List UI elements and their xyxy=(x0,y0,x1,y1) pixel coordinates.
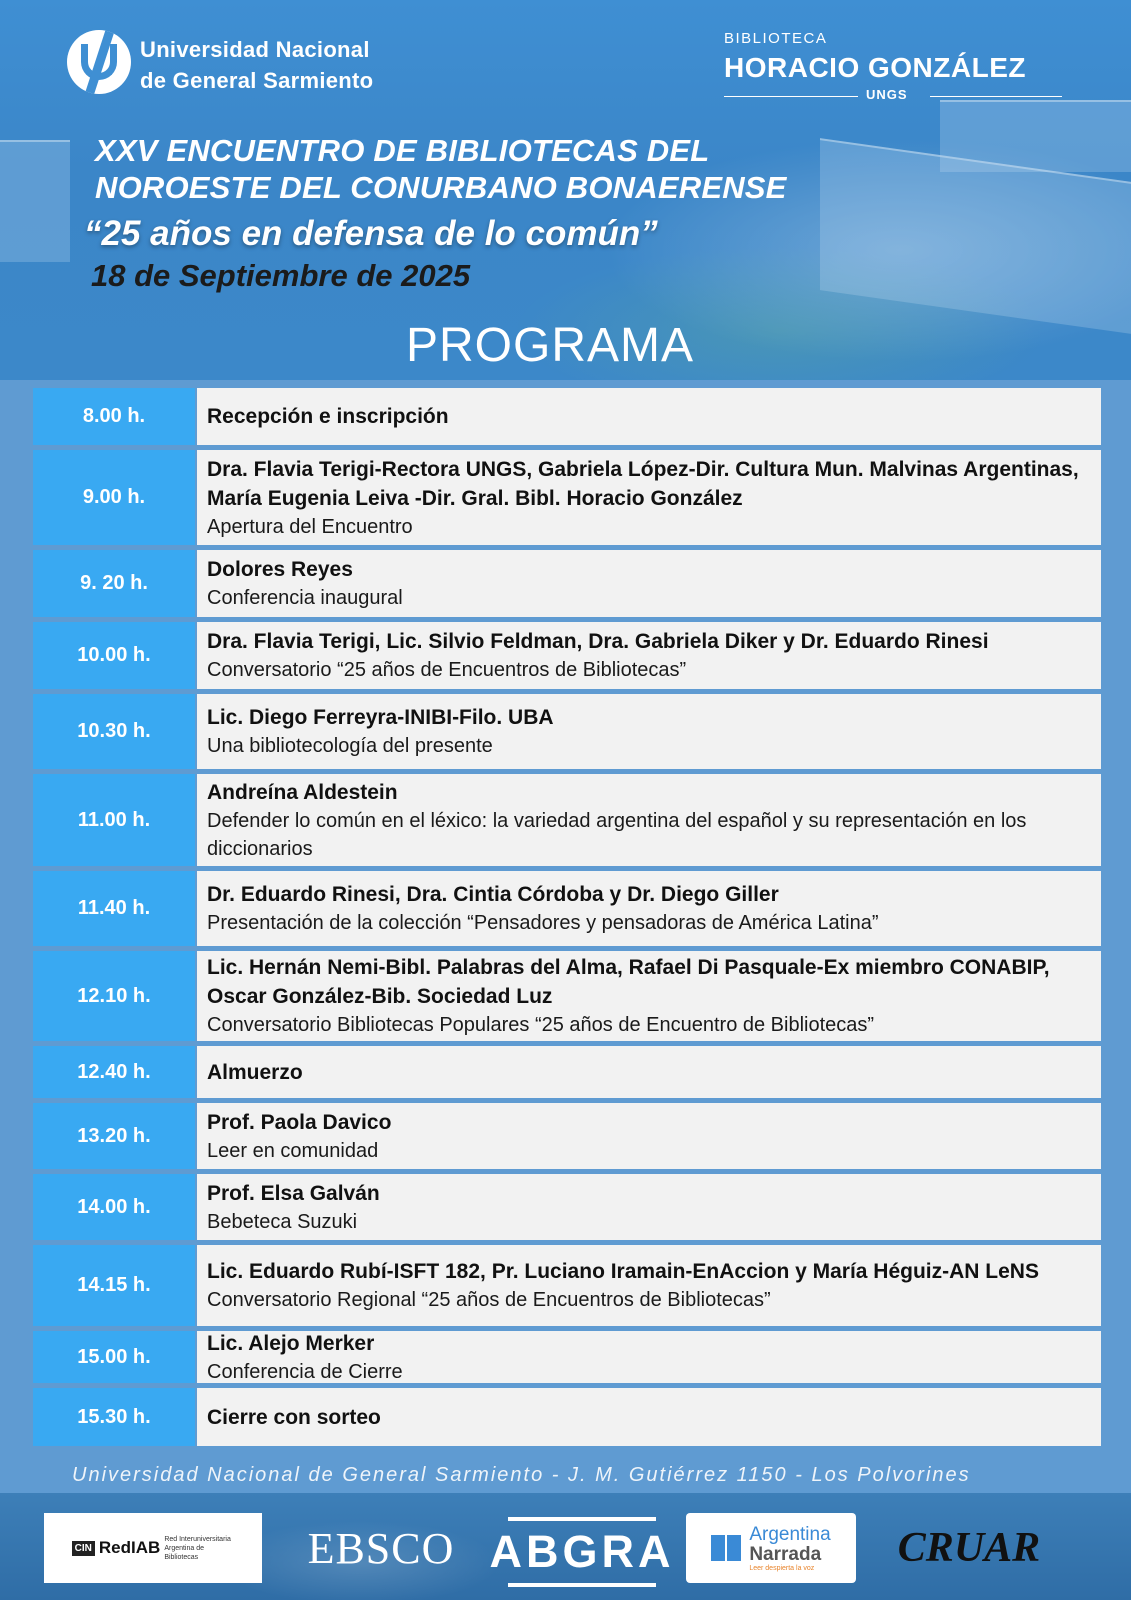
schedule-speaker: Prof. Elsa Galván xyxy=(207,1181,380,1205)
schedule-time: 15.30 h. xyxy=(33,1388,195,1446)
rediab-sub: Red Interuniversitaria Argentina de Bibliotecas xyxy=(164,1535,231,1561)
schedule-time: 14.00 h. xyxy=(33,1174,195,1240)
schedule-activity: Bebeteca Suzuki xyxy=(207,1210,358,1233)
schedule-description xyxy=(197,1174,1101,1240)
schedule-row xyxy=(33,550,1101,622)
schedule-activity: Conferencia inaugural xyxy=(207,587,403,609)
schedule-description xyxy=(197,694,1101,769)
schedule-activity: Conversatorio “25 años de Encuentros de Bibliotecas” xyxy=(207,659,687,681)
schedule-row xyxy=(33,622,1101,694)
schedule-row xyxy=(33,1331,1101,1388)
schedule-row xyxy=(33,1046,1101,1103)
schedule-speaker: Almuerzo xyxy=(207,1060,303,1084)
schedule-description xyxy=(197,450,1101,545)
schedule-time: 12.10 h. xyxy=(33,951,195,1041)
schedule-row xyxy=(33,1103,1101,1174)
ebsco-logo: EBSCO xyxy=(307,1523,455,1573)
schedule-time: 10.00 h. xyxy=(33,622,195,689)
schedule-description xyxy=(197,774,1101,866)
schedule-row xyxy=(33,388,1101,450)
schedule-row xyxy=(33,871,1101,951)
schedule-speaker: Lic. Alejo Merker xyxy=(207,1331,375,1355)
schedule-time: 11.00 h. xyxy=(33,774,195,866)
campus-building xyxy=(940,100,1131,172)
schedule-time: 15.00 h. xyxy=(33,1331,195,1383)
schedule-time: 12.40 h. xyxy=(33,1046,195,1098)
schedule-time: 8.00 h. xyxy=(33,388,195,445)
schedule-activity: Presentación de la colección “Pensadores y pensadoras de América Latina” xyxy=(207,912,879,934)
schedule-description xyxy=(197,1103,1101,1169)
schedule-speaker: Prof. Paola Davico xyxy=(207,1110,392,1134)
schedule-time: 14.15 h. xyxy=(33,1245,195,1326)
book-icon xyxy=(711,1535,741,1561)
schedule-row xyxy=(33,1245,1101,1331)
library-label: BIBLIOTECA xyxy=(724,30,828,47)
event-subtitle: “25 años en defensa de lo común” xyxy=(84,214,658,253)
event-date: 18 de Septiembre de 2025 xyxy=(91,258,471,293)
schedule-description xyxy=(197,1388,1101,1446)
schedule-time: 9. 20 h. xyxy=(33,550,195,617)
schedule-description xyxy=(197,951,1101,1041)
schedule-speaker: Dr. Eduardo Rinesi, Dra. Cintia Córdoba y Dr. Diego Giller xyxy=(207,883,779,906)
campus-building xyxy=(0,140,70,262)
schedule-activity: Conferencia de Cierre xyxy=(207,1360,403,1383)
schedule-row xyxy=(33,694,1101,774)
argnarr-line1: Argentina xyxy=(749,1523,831,1545)
schedule-speaker: Lic. Diego Ferreyra-INIBI-Filo. UBA xyxy=(207,706,554,729)
schedule-activity: Leer en comunidad xyxy=(207,1139,379,1162)
schedule-activity: Conversatorio Regional “25 años de Encuentros de Bibliotecas” xyxy=(207,1289,771,1311)
schedule-speaker: Recepción e inscripción xyxy=(207,405,449,428)
event-title-line1: XXV ENCUENTRO DE BIBLIOTECAS DEL xyxy=(95,133,710,168)
schedule-row xyxy=(33,1174,1101,1245)
schedule-description xyxy=(197,1245,1101,1326)
schedule-time: 11.40 h. xyxy=(33,871,195,946)
abgra-logo: ABGRA xyxy=(508,1517,656,1587)
library-name: HORACIO GONZÁLEZ xyxy=(724,52,1026,83)
schedule-time: 9.00 h. xyxy=(33,450,195,545)
venue-address: Universidad Nacional de General Sarmiento - J. M. Gutiérrez 1150 - Los Polvorines xyxy=(72,1464,971,1486)
schedule-row xyxy=(33,951,1101,1046)
schedule-row xyxy=(33,1388,1101,1446)
schedule-activity: Una bibliotecología del presente xyxy=(207,735,493,757)
schedule-activity: Defender lo común en el léxico: la variedad argentina del español y su representación en los diccionarios xyxy=(207,809,1027,860)
event-title-line2: NOROESTE DEL CONURBANO BONAERENSE xyxy=(95,170,787,205)
schedule-speaker: Dolores Reyes xyxy=(207,558,353,581)
schedule-row xyxy=(33,450,1101,550)
rediab-name: RedIAB xyxy=(98,1538,161,1557)
argentina-narrada-logo xyxy=(686,1513,856,1583)
divider xyxy=(724,96,858,97)
sponsor-footer xyxy=(0,1493,1131,1600)
schedule-speaker: Lic. Hernán Nemi-Bibl. Palabras del Alma, Rafael Di Pasquale-Ex miembro CONABIP, Oscar González-Bib. Sociedad Luz xyxy=(207,956,1050,1008)
schedule-time: 10.30 h. xyxy=(33,694,195,769)
schedule-description xyxy=(197,871,1101,946)
university-name: Universidad Nacional de General Sarmiento xyxy=(140,37,374,93)
cin-label: CIN xyxy=(72,1541,95,1556)
rediab-logo xyxy=(44,1513,262,1583)
schedule-speaker: Dra. Flavia Terigi-Rectora UNGS, Gabriela López-Dir. Cultura Mun. Malvinas Argentinas, María Eugenia Leiva -Dir. Gral. Bibl. Horacio González xyxy=(207,457,1079,510)
header-banner xyxy=(0,0,1131,380)
argnarr-line2: Narrada xyxy=(749,1543,822,1565)
schedule-description xyxy=(197,1046,1101,1098)
schedule-description xyxy=(197,388,1101,445)
schedule-description xyxy=(197,622,1101,689)
schedule-description xyxy=(197,1331,1101,1383)
schedule-time: 13.20 h. xyxy=(33,1103,195,1169)
schedule-table xyxy=(33,388,1101,1446)
argnarr-tagline: Leer despierta la voz xyxy=(749,1564,815,1572)
schedule-speaker: Dra. Flavia Terigi, Lic. Silvio Feldman, Dra. Gabriela Diker y Dr. Eduardo Rinesi xyxy=(207,630,989,653)
section-title: PROGRAMA xyxy=(405,319,695,372)
schedule-activity: Conversatorio Bibliotecas Populares “25 años de Encuentro de Bibliotecas” xyxy=(207,1014,875,1036)
library-sub: UNGS xyxy=(866,87,908,102)
cruar-logo: CRUAR xyxy=(897,1525,1041,1571)
divider xyxy=(930,96,1062,97)
schedule-row xyxy=(33,774,1101,871)
schedule-speaker: Cierre con sorteo xyxy=(207,1405,381,1429)
schedule-description xyxy=(197,550,1101,617)
schedule-speaker: Lic. Eduardo Rubí-ISFT 182, Pr. Luciano Iramain-EnAccion y María Héguiz-AN LeNS xyxy=(207,1260,1039,1283)
schedule-speaker: Andreína Aldestein xyxy=(207,780,398,804)
ungs-logo-icon xyxy=(67,30,131,94)
schedule-activity: Apertura del Encuentro xyxy=(207,515,413,538)
